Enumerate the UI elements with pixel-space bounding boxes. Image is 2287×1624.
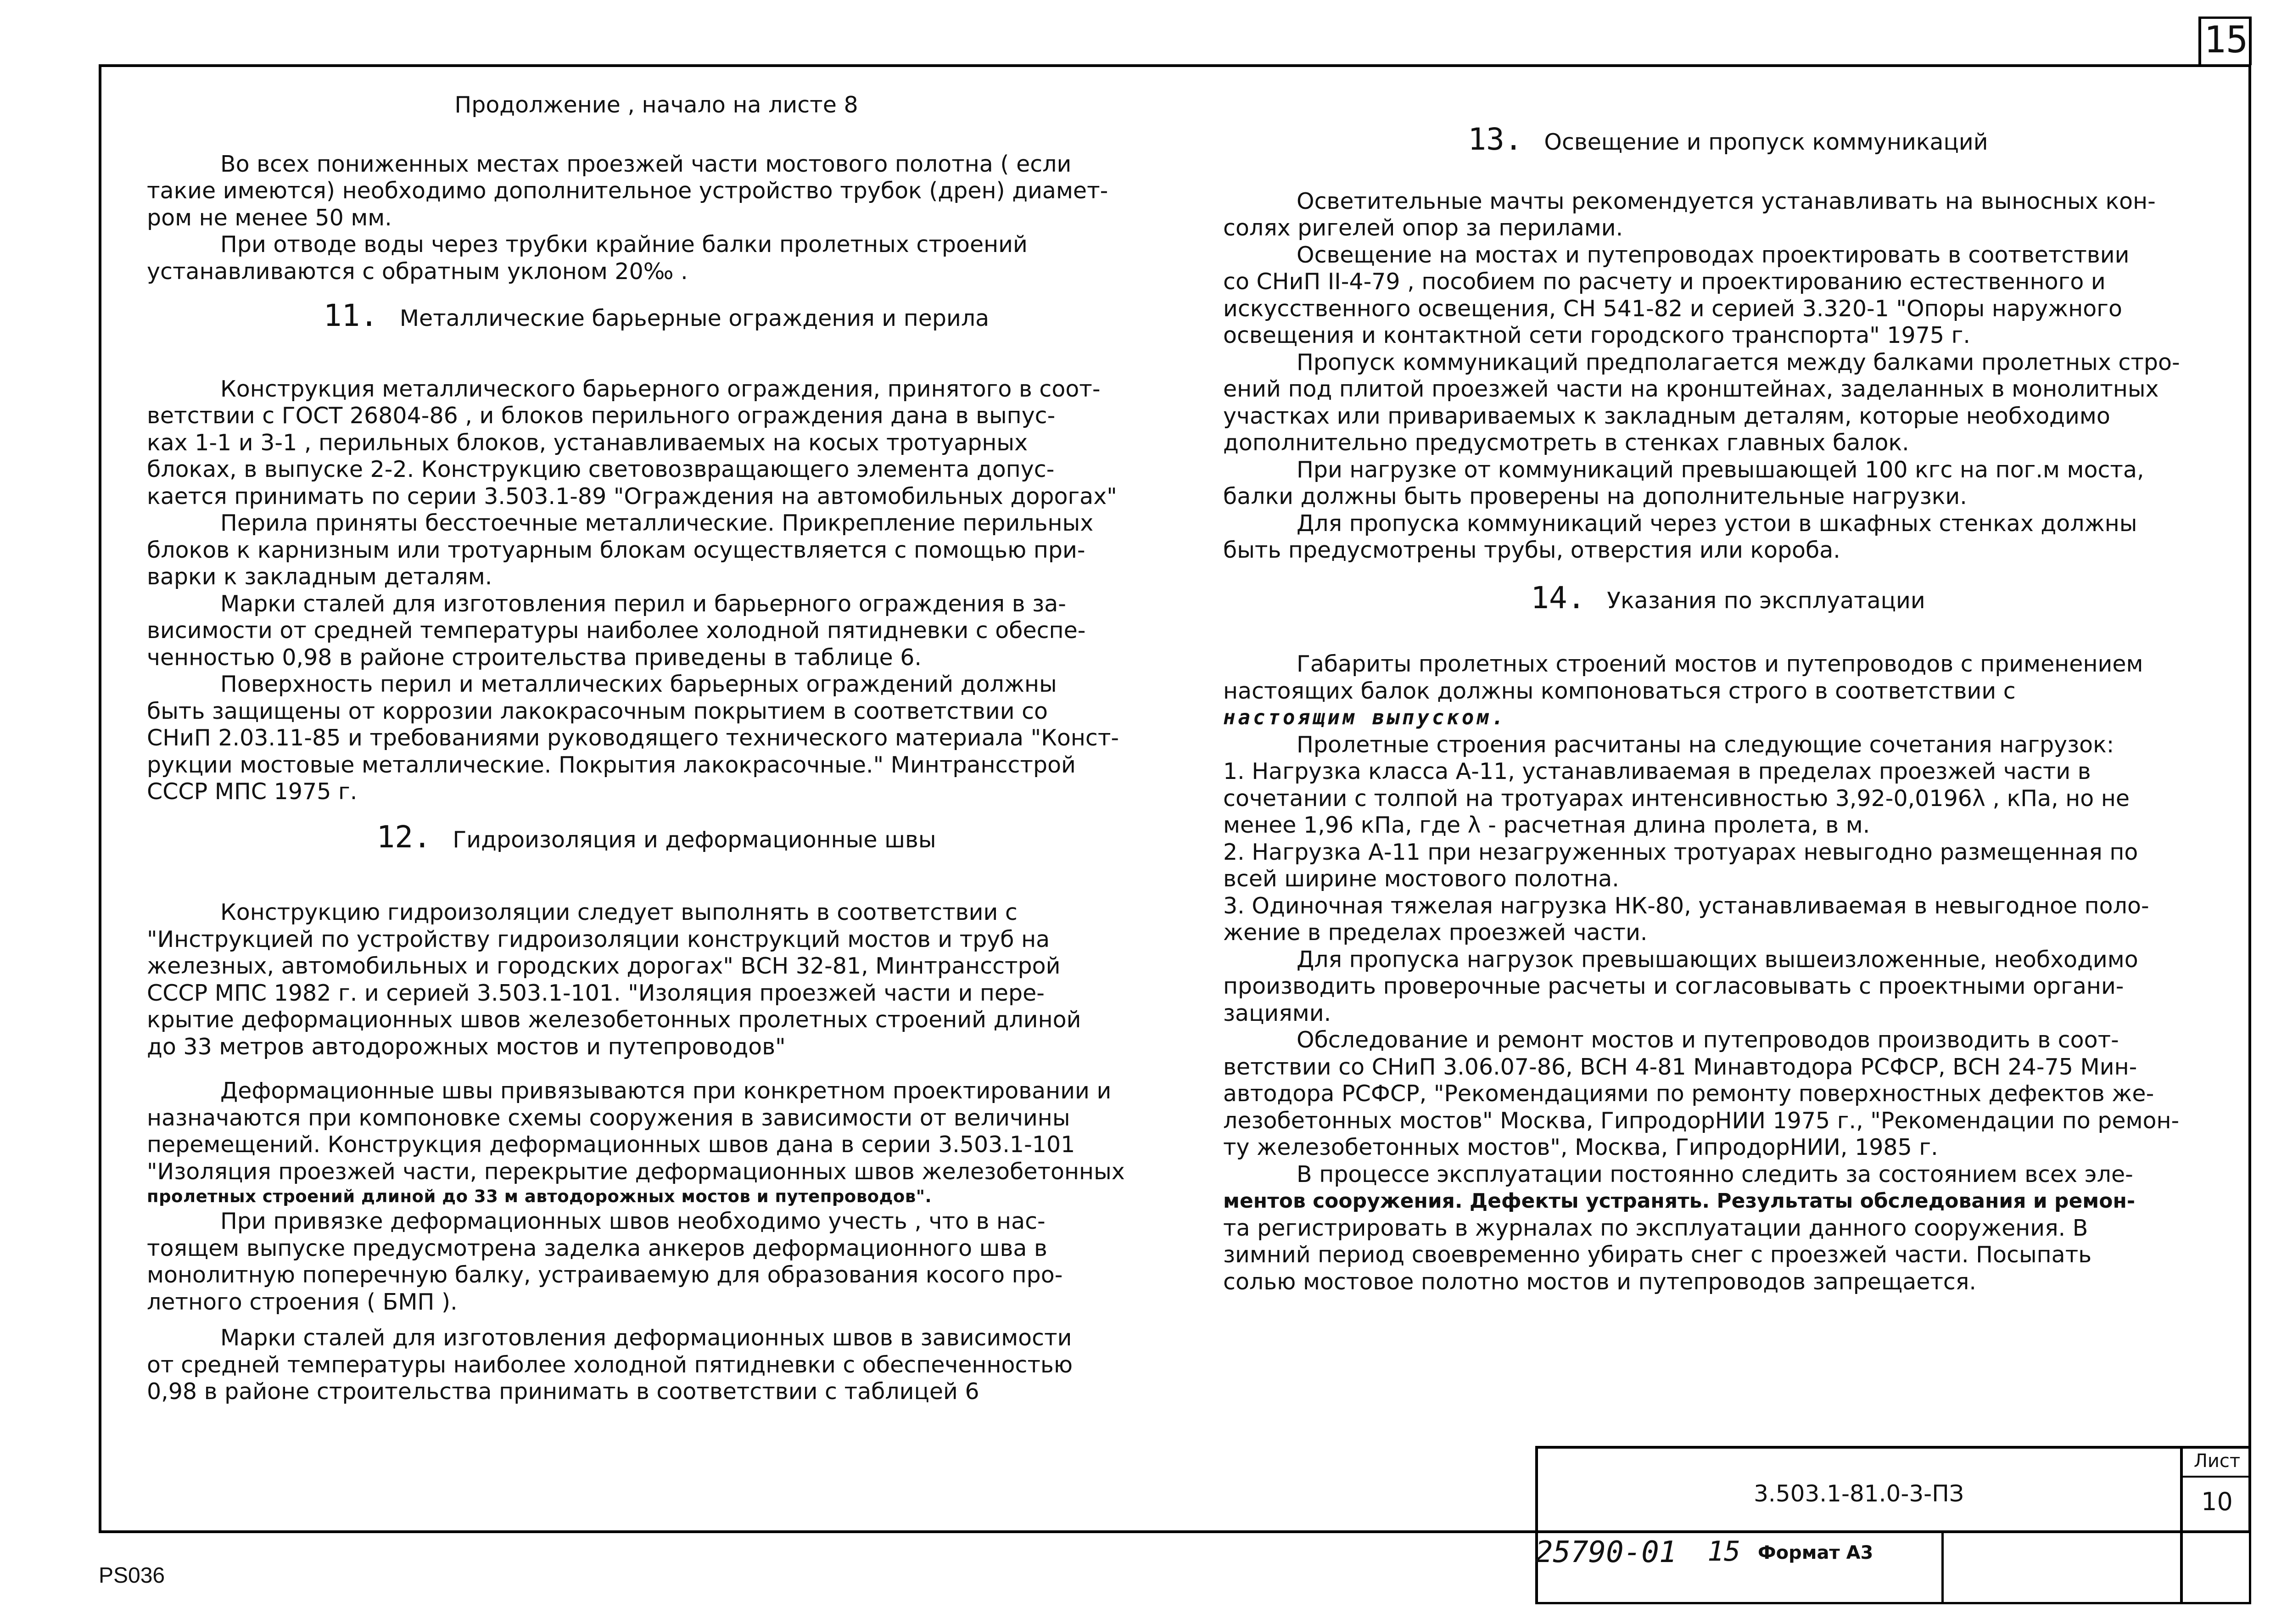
section-11-heading	[147, 298, 1166, 333]
corner-code: PS036	[99, 1563, 165, 1588]
stamp-bottom-line	[1535, 1602, 2251, 1604]
section-12-heading	[147, 819, 1166, 855]
left-p4-l1: Перила приняты бесстоечные металлические. Прикрепление перильных	[220, 510, 1094, 536]
left-p8-l2: назначаются при компоновке схемы сооружения в зависимости от величины	[147, 1104, 1070, 1131]
left-p3-l2: ветствии с ГОСТ 26804-86 , и блоков перильного ограждения дана в выпус-	[147, 403, 1056, 429]
left-p7-l3: железных, автомобильных и городских дорогах" ВСН 32-81, Минтрансстрой	[147, 953, 1061, 979]
left-p8-l3: перемещений. Конструкция деформационных швов дана в серии 3.503.1-101	[147, 1131, 1075, 1158]
left-p5-l1: Марки сталей для изготовления перил и барьерного ограждения в за-	[220, 590, 1066, 617]
left-p9-l1: При привязке деформационных швов необходимо учесть , что в нас-	[220, 1208, 1046, 1234]
left-column	[147, 92, 1166, 1406]
left-p10-l1: Марки сталей для изготовления деформационных швов в зависимости	[220, 1325, 1072, 1351]
left-p8-l1: Деформационные швы привязываются при конкретном проектировании и	[220, 1078, 1112, 1104]
section-14-heading	[1223, 580, 2233, 616]
right-column	[1223, 122, 2233, 1295]
left-p7-l2: "Инструкцией по устройству гидроизоляции конструкций мостов и труб на	[147, 926, 1050, 952]
paper-format: Формат А3	[1758, 1542, 1873, 1563]
right-p10-l5: солью мостовое полотно мостов и путепроводов запрещается.	[1223, 1268, 1976, 1295]
right-p3-l2: ений под плитой проезжей части на кронштейнах, заделанных в монолитных	[1223, 376, 2159, 402]
continuation-note: Продолжение , начало на листе 8	[454, 92, 858, 118]
right-p6-l2: настоящих балок должны компоноваться строго в соответствии с	[1223, 678, 2016, 704]
inventory-page: 15	[1707, 1535, 1741, 1568]
right-p7-l5: 2. Нагрузка А-11 при незагруженных тротуарах невыгодно размещенная по	[1223, 839, 2138, 865]
right-p4-l1: При нагрузке от коммуникаций превышающей 100 кгс на пог.м моста,	[1297, 456, 2144, 483]
left-p3-l4: блоках, в выпуске 2-2. Конструкцию световозвращающего элемента допус-	[147, 456, 1055, 482]
left-p6-l4: рукции мостовые металлические. Покрытия лакокрасочные." Минтрансстрой	[147, 751, 1076, 778]
right-p7-l8: жение в пределах проезжей части.	[1223, 919, 1648, 946]
left-p6-l1: Поверхность перил и металлических барьерных ограждений должны	[220, 671, 1057, 697]
left-p10-l3: 0,98 в районе строительства принимать в соответствии с таблицей 6	[147, 1378, 979, 1405]
sheet-label: Лист	[2193, 1450, 2241, 1472]
left-p1-l2: такие имеются) необходимо дополнительное устройство трубок (дрен) диамет-	[147, 178, 1108, 204]
right-p2-l2: со СНиП II-4-79 , пособием по расчету и проектированию естественного и	[1223, 269, 2106, 295]
right-p5-l1: Для пропуска коммуникаций через устои в шкафных стенках должны	[1297, 510, 2137, 537]
left-p5-l3: ченностью 0,98 в районе строительства приведены в таблице 6.	[147, 644, 922, 671]
left-p10-l2: от средней температуры наиболее холодной пятидневки с обеспеченностью	[147, 1351, 1073, 1378]
stamp-format-divider	[1941, 1533, 1944, 1602]
left-p7-l6: до 33 метров автодорожных мостов и путепроводов"	[147, 1033, 786, 1060]
section-11-title: Металлические барьерные ограждения и перила	[399, 305, 990, 331]
section-13-number: 13.	[1468, 122, 1523, 157]
section-12-number: 12.	[376, 819, 431, 855]
stamp-right-extension	[2249, 1533, 2251, 1602]
left-p1-l1: Во всех пониженных местах проезжей части мостового полотна ( если	[220, 151, 1072, 177]
left-p7-l4: СССР МПС 1982 г. и серией 3.503.1-101. "Изоляция проезжей части и пере-	[147, 980, 1045, 1006]
right-p7-l2: 1. Нагрузка класса А-11, устанавливаемая в пределах проезжей части в	[1223, 758, 2091, 784]
left-p6-l2: быть защищены от коррозии лакокрасочным покрытием в соответствии со	[147, 698, 1048, 724]
right-p8-l3: зациями.	[1223, 1000, 1331, 1026]
right-p5-l2: быть предусмотрены трубы, отверстия или короба.	[1223, 537, 1840, 563]
section-13-heading	[1223, 122, 2233, 157]
left-p4-l3: варки к закладным деталям.	[147, 564, 492, 590]
inventory-number: 25790-01	[1535, 1535, 1677, 1569]
right-p10-l4: зимний период своевременно убирать снег с проезжей части. Посыпать	[1223, 1242, 2092, 1268]
left-p2-l2: устанавливаются с обратным уклоном 20‰ .	[147, 258, 688, 285]
left-p2-l1: При отводе воды через трубки крайние балки пролетных строений	[220, 231, 1028, 258]
right-p10-l2: ментов сооружения. Дефекты устранять. Результаты обследования и ремон-	[1223, 1189, 2136, 1213]
right-p9-l4: лезобетонных мостов" Москва, ГипродорНИИ 1975 г., "Рекомендации по ремон-	[1223, 1107, 2180, 1134]
left-p8-l5: пролетных строений длиной до 33 м автодорожных мостов и путепроводов".	[147, 1187, 932, 1206]
left-p9-l2: тоящем выпуске предусмотрена заделка анкеров деформационного шва в	[147, 1235, 1047, 1261]
right-p10-l3: та регистрировать в журналах по эксплуатации данного сооружения. В	[1223, 1215, 2088, 1241]
corner-sheet-number: 15	[2203, 18, 2248, 61]
document-code: 3.503.1-81.0-3-ПЗ	[1754, 1480, 1964, 1507]
section-13-title: Освещение и пропуск коммуникаций	[1544, 129, 1988, 155]
left-p6-l3: СНиП 2.03.11-85 и требованиями руководящего технического материала "Конст-	[147, 725, 1119, 751]
left-p9-l3: монолитную поперечную балку, устраиваемую для образования косого про-	[147, 1262, 1063, 1288]
right-p7-l6: всей ширине мостового полотна.	[1223, 866, 1619, 892]
right-p6-l1: Габариты пролетных строений мостов и путепроводов с применением	[1297, 651, 2143, 677]
left-p4-l2: блоков к карнизным или тротуарным блокам осуществляется с помощью при-	[147, 537, 1085, 563]
right-p4-l2: балки должны быть проверены на дополнительные нагрузки.	[1223, 483, 1967, 510]
right-p3-l3: участках или привариваемых к закладным деталям, которые необходимо	[1223, 403, 2110, 429]
right-p3-l4: дополнительно предусмотреть в стенках главных балок.	[1223, 430, 1909, 456]
left-p7-l1: Конструкцию гидроизоляции следует выполнять в соответствии с	[220, 899, 1018, 925]
right-p6-handwritten: настоящим выпуском.	[1223, 706, 1507, 729]
right-p7-l3: сочетании с толпой на тротуарах интенсивностью 3,92-0,0196λ , кПа, но не	[1223, 785, 2130, 812]
left-p8-l4: "Изоляция проезжей части, перекрытие деформационных швов железобетонных	[147, 1158, 1125, 1185]
right-p3-l1: Пропуск коммуникаций предполагается между балками пролетных стро-	[1297, 349, 2180, 375]
right-p9-l1: Обследование и ремонт мостов и путепроводов производить в соот-	[1297, 1027, 2119, 1053]
right-p1-l2: солях ригелей опор за перилами.	[1223, 215, 1623, 241]
left-p3-l5: кается принимать по серии 3.503.1-89 "Ограждения на автомобильных дорогах"	[147, 483, 1117, 510]
section-11-number: 11.	[323, 298, 378, 333]
right-p8-l2: производить проверочные расчеты и согласовывать с проектными органи-	[1223, 973, 2124, 999]
right-p9-l3: автодора РСФСР, "Рекомендациями по ремонту поверхностных дефектов же-	[1223, 1081, 2154, 1107]
right-p8-l1: Для пропуска нагрузок превышающих вышеизложенные, необходимо	[1297, 946, 2138, 973]
stamp-top-border	[1535, 1446, 2251, 1449]
right-p10-l1: В процессе эксплуатации постоянно следить за состоянием всех эле-	[1297, 1161, 2133, 1187]
left-p6-l5: СССР МПС 1975 г.	[147, 778, 358, 805]
right-p9-l2: ветствии со СНиП 3.06.07-86, ВСН 4-81 Минавтодора РСФСР, ВСН 24-75 Мин-	[1223, 1053, 2137, 1080]
left-p5-l2: висимости от средней температуры наиболее холодной пятидневки с обеспе-	[147, 617, 1086, 644]
right-p7-l1: Пролетные строения расчитаны на следующие сочетания нагрузок:	[1297, 731, 2114, 758]
right-p7-l4: менее 1,96 кПа, где λ - расчетная длина пролета, в м.	[1223, 812, 1870, 838]
left-p7-l5: крытие деформационных швов железобетонных пролетных строений длиной	[147, 1007, 1081, 1033]
left-p9-l4: летного строения ( БМП ).	[147, 1288, 458, 1315]
left-p3-l1: Конструкция металлического барьерного ограждения, принятого в соот-	[220, 375, 1101, 402]
section-14-number: 14.	[1531, 580, 1586, 616]
page-outer-right	[2249, 17, 2252, 65]
right-p9-l5: ту железобетонных мостов", Москва, ГипродорНИИ, 1985 г.	[1223, 1134, 1938, 1160]
right-p2-l4: освещения и контактной сети городского транспорта" 1975 г.	[1223, 322, 1970, 348]
section-14-title: Указания по эксплуатации	[1607, 587, 1925, 614]
right-p2-l3: искусственного освещения, СН 541-82 и серией 3.320-1 "Опоры наружного	[1223, 295, 2122, 322]
section-12-title: Гидроизоляция и деформационные швы	[453, 826, 936, 853]
right-p7-l7: 3. Одиночная тяжелая нагрузка НК-80, устанавливаемая в невыгодное поло-	[1223, 892, 2149, 919]
right-p1-l1: Осветительные мачты рекомендуется устанавливать на выносных кон-	[1297, 188, 2156, 214]
stamp-left-border	[1535, 1446, 1538, 1602]
left-p3-l3: ках 1-1 и 3-1 , перильных блоков, устанавливаемых на косых тротуарных	[147, 429, 1028, 456]
top-right-divider	[2198, 17, 2201, 65]
right-p2-l1: Освещение на мостах и путепроводах проектировать в соответствии	[1297, 241, 2130, 268]
left-p1-l3: ром не менее 50 мм.	[147, 204, 392, 231]
stamp-sheet-label-line	[2180, 1476, 2251, 1478]
sheet-number: 10	[2201, 1487, 2233, 1516]
